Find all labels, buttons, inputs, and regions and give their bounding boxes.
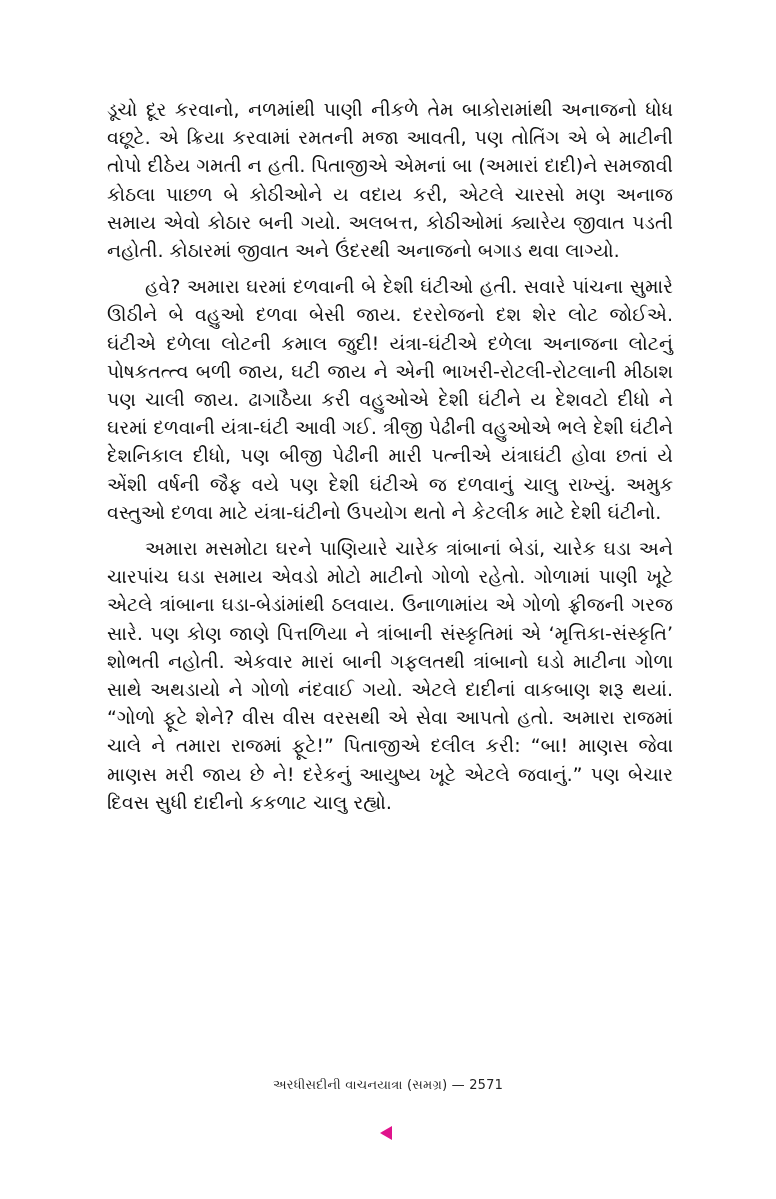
page-body [107,96,673,825]
page-footer: અરધીસદીની વાચનયાત્રા (સમગ્ર) — 2571 [272,1078,504,1093]
paragraph-2: હવે? અમારા ઘરમાં દળવાની બે દેશી ઘંટીઓ હતી. સવારે પાંચના સુમારે ઊઠીને બે વહુઓ દળવા બેસી જાય. દરરોજનો દશ શેર લોટ જોઈએ. ઘંટીએ દળેલા લોટની કમાલ જુદી! યંત્રા-ઘંટીએ દળેલા અનાજના લોટનું પોષકતત્ત્વ બળી જાય, ઘટી જાય ને એની ભાખરી-રોટલી-રોટલાની મીઠાશ પણ ચાલી જાય. ઢાગાઠૈયા કરી વહુઓએ દેશી ઘંટીને ય દેશવટો દીધો ને ઘરમાં દળવાની યંત્રા-ઘંટી આવી ગઈ. ત્રીજી પેઢીની વહુઓએ ભલે દેશી ઘંટીને દેશનિકાલ દીધો, પણ બીજી પેઢીની મારી પત્નીએ યંત્રાઘંટી હોવા છતાં યે એંશી વર્ષની જૈફ વયે પણ દેશી ઘંટીએ જ દળવાનું ચાલુ રાખ્યું. અમુક વસ્તુઓ દળવા માટે યંત્રા-ઘંટીનો ઉપયોગ થતો ને કેટલીક માટે દેશી ઘંટીનો. [107,276,673,524]
paragraph-3: અમારા મસમોટા ઘરને પાણિયારે ચારેક ત્રાંબાનાં બેડાં, ચારેક ઘડા અને ચારપાંચ ઘડા સમાય એવડો મોટો માટીનો ગોળો રહેતો. ગોળામાં પાણી ખૂટે એટલે ત્રાંબાના ઘડા-બેડાંમાંથી ઠલવાય. ઉનાળામાંય એ ગોળો ફ્રીજની ગરજ સારે. પણ કોણ જાણે પિત્તળિયા ને ત્રાંબાની સંસ્કૃતિમાં એ ‘મૃત્તિકા-સંસ્કૃતિ’ શોભતી નહોતી. એકવાર મારાં બાની ગફલતથી ત્રાંબાનો ઘડો માટીના ગોળા સાથે અથડાયો ને ગોળો નંદવાઈ ગયો. એટલે દાદીનાં વાકબાણ શરૂ થયાં. “ગોળો ફૂટે શેને? વીસ વીસ વરસથી એ સેવા આપતો હતો. અમારા રાજમાં ચાલે ને તમારા રાજમાં ફૂટે!” પિતાજીએ દલીલ કરી: “બા! માણસ જેવા માણસ મરી જાય છે ને! દરેકનું આયુષ્ય ખૂટે એટલે જવાનું.” પણ બેચાર દિવસ સુધી દાદીનો કકળાટ ચાલુ રહ્યો. [107,538,673,814]
previous-page-button[interactable] [377,1123,397,1143]
paragraph-1: ડૂચો દૂર કરવાનો, નળમાંથી પાણી નીકળે તેમ બાકોરામાંથી અનાજનો ધોધ વછૂટે. એ ક્રિયા કરવામાં રમતની મજા આવતી, પણ તોતિંગ એ બે માટીની તોપો દીઠેય ગમતી ન હતી. પિતાજીએ એમનાં બા (અમારાં દાદી)ને સમજાવી કોઠલા પાછળ બે કોઠીઓને ય વદાય કરી, એટલે ચારસો મણ અનાજ સમાય એવો કોઠાર બની ગયો. અલબત્ત, કોઠીઓમાં ક્યારેય જીવાત પડતી નહોતી. કોઠારમાં જીવાત અને ઉંદરથી અનાજનો બગાડ થવા લાગ્યો. [107,99,673,263]
triangle-left-icon [377,1123,397,1143]
